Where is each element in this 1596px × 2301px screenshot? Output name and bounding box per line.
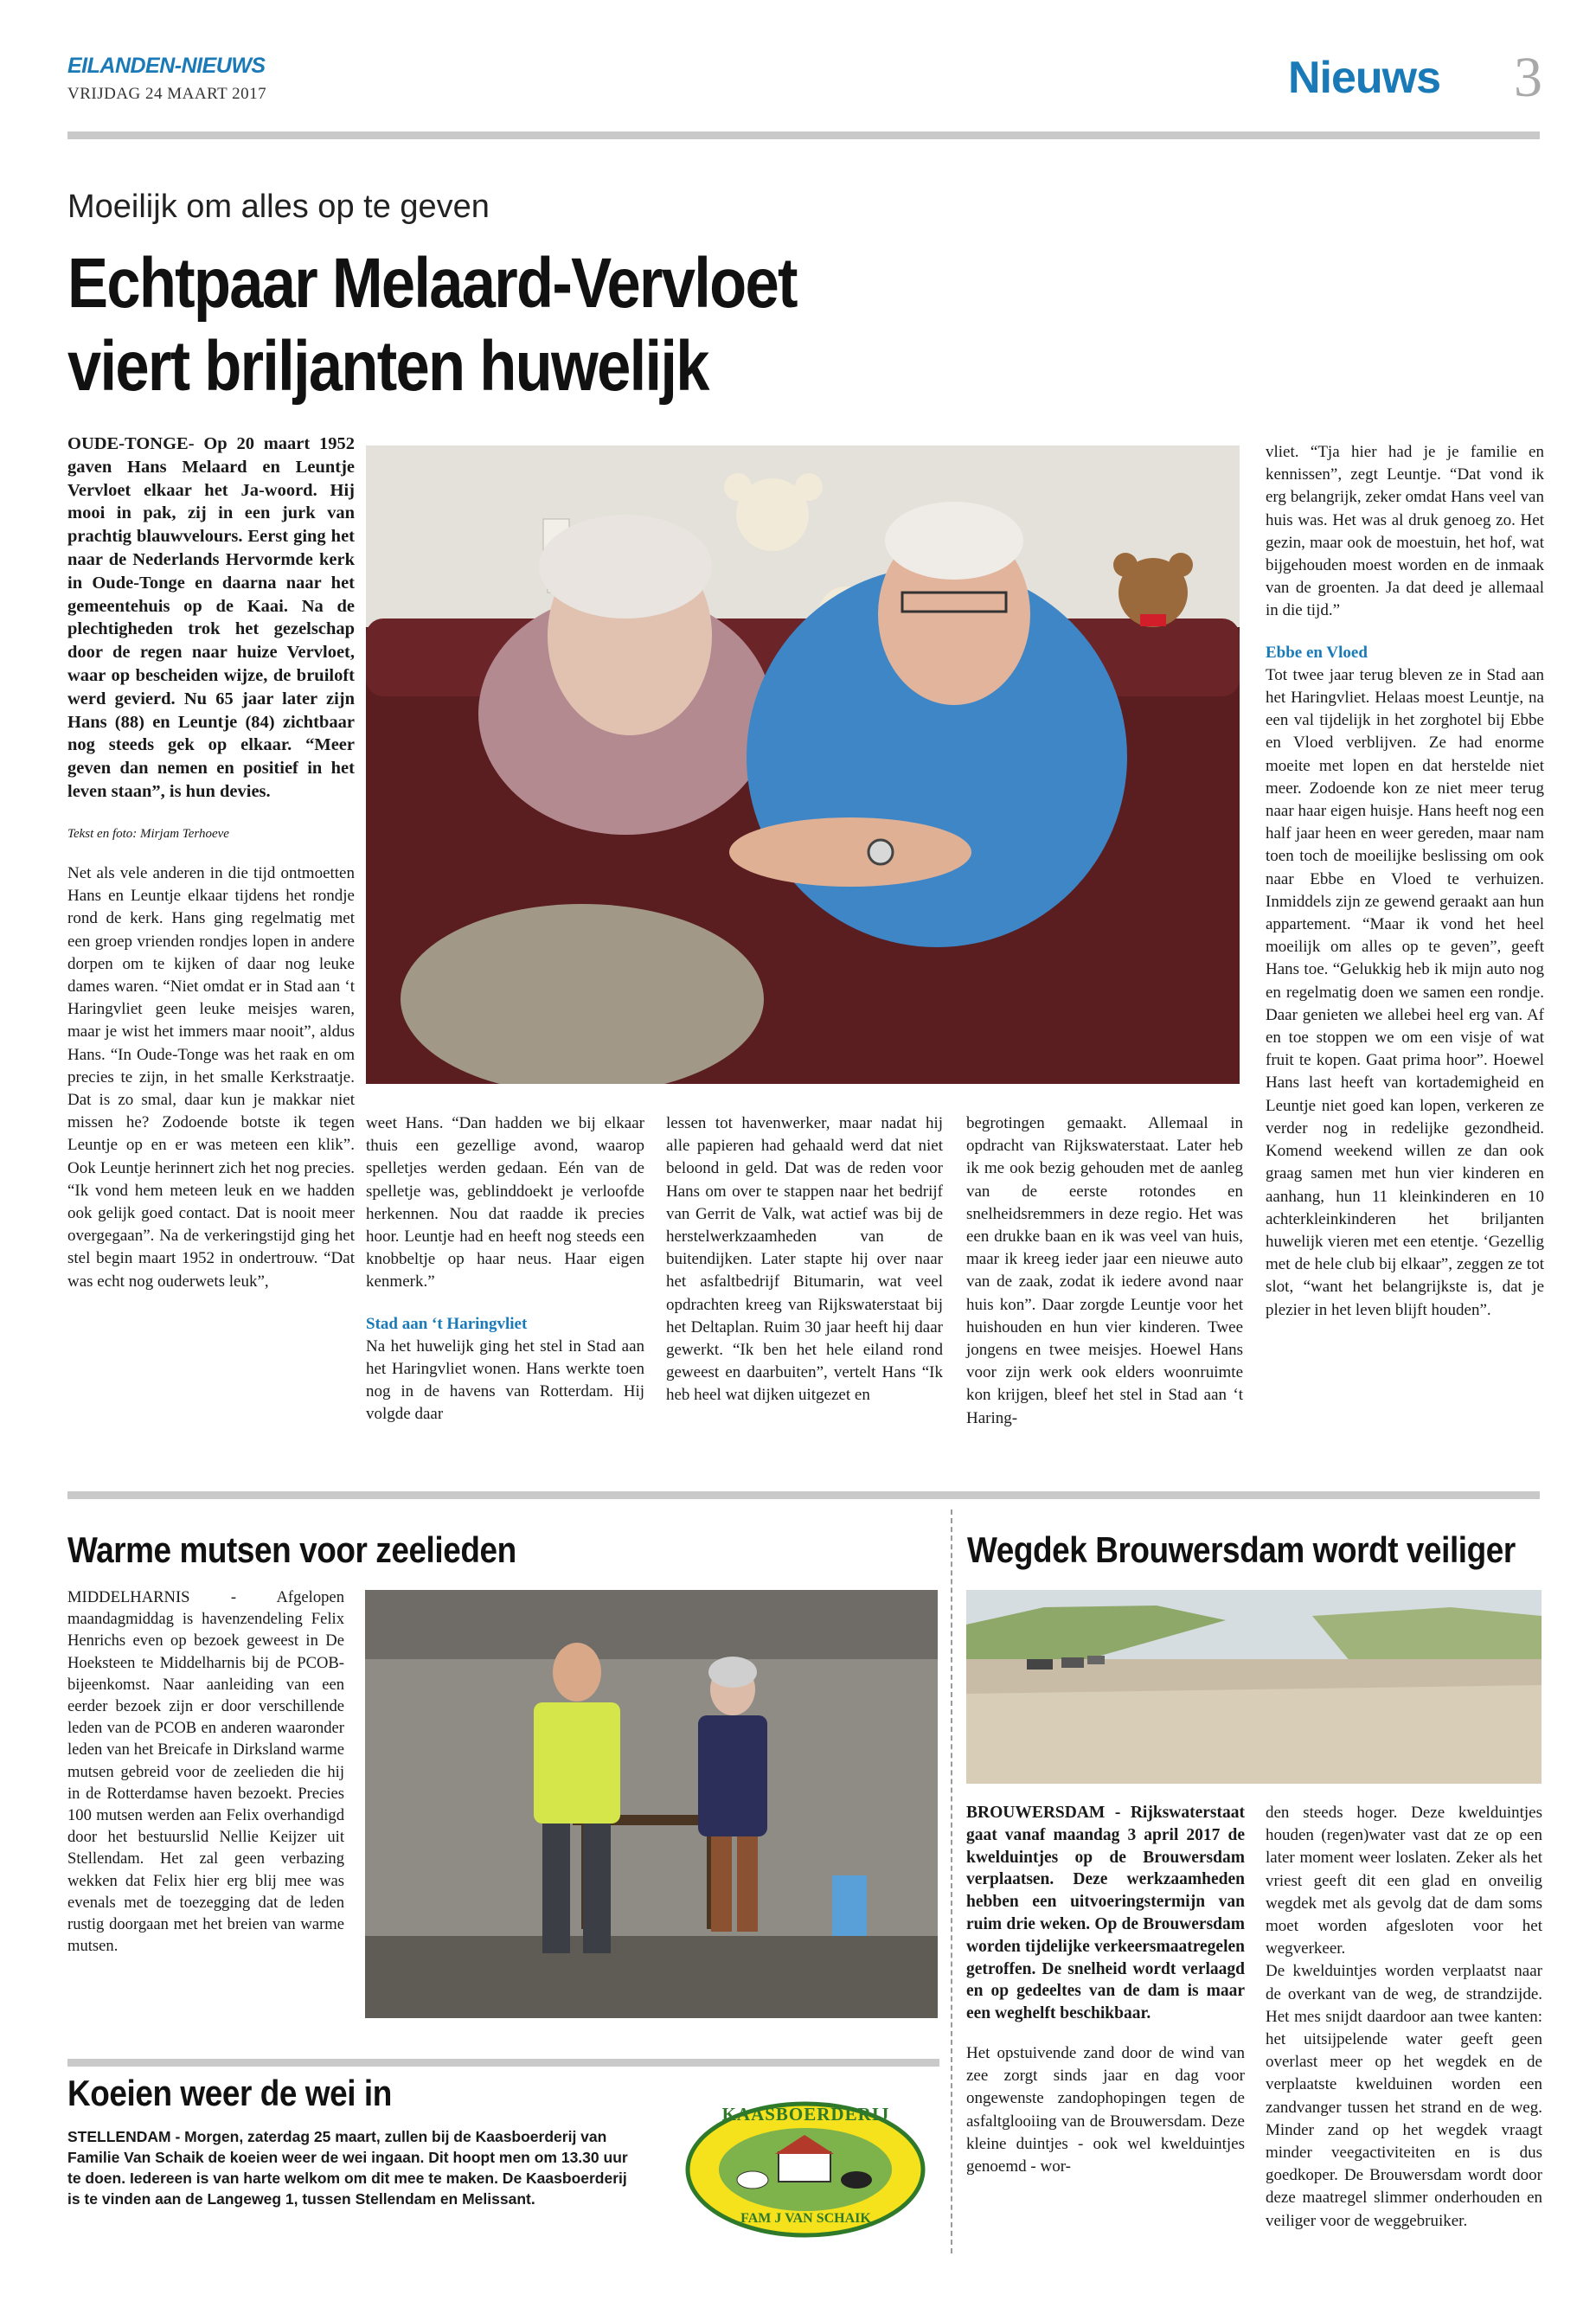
logo-text-bottom: FAM J VAN SCHAIK (740, 2211, 871, 2226)
article-kicker: Moeilijk om alles op te geven (67, 189, 490, 225)
article-column-3 (666, 1112, 943, 1407)
article-column-4 (966, 1112, 1243, 1430)
issue-date: VRIJDAG 24 MAART 2017 (67, 85, 267, 103)
article-headline (67, 242, 886, 408)
page-number: 3 (1514, 46, 1542, 109)
wegdek-intro: BROUWERSDAM - Rijkswaterstaat gaat vanaf maandag 3 april 2017 de kwelduintjes op de Brouwersdam verplaatsen. Deze werkzaamheden hebben een uitvoeringstermijn van ruim drie weken. Op de Brouwersdam worden tijdelijke verkeersmaatregelen getroffen. De snelheid wordt verlaagd en op gedeeltes van de dam is maar een weghelft beschikbaar. (966, 1804, 1245, 2023)
couple-photo-illustration (366, 445, 1240, 1084)
mutsen-photo-illustration (365, 1590, 938, 2018)
brouwersdam-photo (966, 1590, 1542, 1784)
mutsen-body: MIDDELHARNIS - Afgelopen maandagmiddag is havenzendeling Felix Henrichs even op bezoek geweest in De Hoeksteen te Middelharnis bij de PCOB-bijeenkomst. Naar aanleiding van een eerder bezoek zijn er door verschillende leden van de PCOB en anderen waaronder leden van het Breicafe in Dirksland warme mutsen gebreid voor de zeelieden die hij in de Rotterdamse haven bezoekt. Precies 100 mutsen werden aan Felix overhandigd door het bestuurslid Nellie Keijzer uit Stellendam. Het zal geen verbazing wekken dat Felix hier erg blij mee was evenals met de toezegging dat de leden rustig doorgaan met het breien van warme mutsen. (67, 1588, 344, 1956)
couple-photo (366, 445, 1240, 1084)
koeien-body: STELLENDAM - Morgen, zaterdag 25 maart, zullen bij de Kaasboerderij van Familie Van Schaik de koeien weer de wei ingaan. Dit hoopt men om 13.30 uur te doen. Iedereen is van harte welkom om dit mee te maken. De Kaasboerderij is te vinden aan de Langeweg 1, tussen Stellendam en Melissant. (67, 2128, 628, 2208)
mutsen-column (67, 1586, 344, 1957)
article-body-col5: vliet. “Tja hier had je je familie en kennissen”, zegt Leuntje. “Dat vond ik erg belangrijk, zeker omdat Hans veel van huis was. Het was al druk genoeg zo. Het gezin, maar ook de moestuin, het hof, wat bijgehouden moest worden en de inmaak van de groenten. Ja dat deed je allemaal in die tijd.” (1266, 443, 1544, 620)
wegdek-column-2 (1266, 1802, 1542, 2233)
article-intro: OUDE-TONGE- Op 20 maart 1952 gaven Hans Melaard en Leuntje Vervloet elkaar het Ja-woord. Hij mooi in pak, zij in een jurk van prachtig blauwvelours. Eerst ging het naar de Nederlands Hervormde kerk in Oude-Tonge en daarna naar het gemeentehuis op de Kaai. Na de plechtigheden trok het gezelschap door de regen naar huize Vervloet, waar op bescheiden wijze, de bruiloft werd gevierd. Nu 65 jaar later zijn Hans (88) en Leuntje (84) zichtbaar nog steeds gek op elkaar. “Meer geven dan nemen en positief in het leven staan”, is hun devies. (67, 434, 355, 801)
wegdek-headline: Wegdek Brouwersdam wordt veiliger (967, 1529, 1516, 1570)
wegdek-body-2: den steeds hoger. Deze kwelduintjes houden (regen)water vast dat ze op een later moment weer loslaten. Zeker als het vriest geeft dit een glad en onveilig wegdek met als gevolg dat de dam soms moet worden afgesloten voor het wegverkeer. (1266, 1804, 1542, 1958)
subhead-haringvliet: Stad aan ‘t Haringvliet (366, 1314, 528, 1333)
logo-text-top: KAASBOERDERIJ (721, 2104, 890, 2125)
column-divider-dashed (951, 1509, 952, 2253)
article-body-col5b: Tot twee jaar terug bleven ze in Stad aan het Haringvliet. Helaas moest Leuntje, na een val tijdelijk in het zorghotel bij Ebbe en Vloed verblijven. Ze had enorme moeite met lopen en dat herstelde niet meer. Zodoende kon ze niet meer terug naar haar eigen huisje. Hans heeft nog een half jaar heen en weer gereden, maar nam toen toch de moeilijke beslissing om ook naar Ebbe en Vloed te verhuizen. Inmiddels zijn ze gewend geraakt aan hun appartement. “Maar ik vond het heel moeilijk om alles op te geven”, geeft Hans toe. “Gelukkig heb ik mijn auto nog en regelmatig doen we samen een rondje. Daar genieten we allebei heel erg van. Af en toe stoppen we om een visje of wat fruit te kopen. Gaat prima hoor”. Hoewel Hans last heeft van kortademigheid en Leuntje niet goed kan lopen, verkeren ze verder nog in redelijke gezondheid. Komend weekend willen ze dan ook graag samen met hun vier kinderen en aanhang, hun 11 kleinkinderen en 10 achterkleinkinderen het briljanten huwelijk vieren met een etentje. ‘Gezellig met de hele club bij elkaar”, zeggen ze tot slot, “want het belangrijkste is, dat je plezier in het leven blijft houden”. (1266, 665, 1544, 1319)
article-column-2 (366, 1112, 644, 1426)
wegdek-body-1: Het opstuivende zand door de wind van zee zorgt sinds jaar en dag voor ongewenste zandophopingen tegen de asfaltglooiing van de Brouwersdam. Deze kleine duintjes - ook wel kwelduintjes genoemd - wor- (966, 2043, 1245, 2176)
header-rule (67, 131, 1540, 139)
section-divider (67, 1491, 1540, 1499)
section-title: Nieuws (1287, 53, 1440, 103)
subhead-ebbe-en-vloed: Ebbe en Vloed (1266, 643, 1368, 662)
brouwersdam-photo-illustration (966, 1590, 1542, 1784)
masthead-logo: EILANDEN-NIEUWS (67, 54, 266, 78)
article-body-col1: Net als vele anderen in die tijd ontmoetten Hans en Leuntje elkaar tijdens het rondje rond de kerk. Hans ging regelmatig met een groep vrienden rondjes lopen in andere dorpen om te kijken of daar nog leuke dames waren. “Niet omdat er in Stad aan ‘t Haringvliet geen leuke meisjes waren, maar je wist het immers maar nooit”, aldus Hans. “In Oude-Tonge was het raak en om precies te zijn, in het smalle Kerkstraatje. Dat is zo smal, daar kun je makkar niet missen he? Zodoende botste ik tegen Leuntje op en er was meteen een klik”. Ook Leuntje herinnert zich het nog precies. “Ik vond hem meteen leuk en we hadden ook gelijk goed contact. Dat is nooit meer overgegaan”. Na de verkeringstijd ging het stel begin maart 1952 in ondertrouw. “Dat was echt nog ouderwets leuk”, (67, 863, 355, 1291)
article-column-1 (67, 433, 355, 1293)
article-credit: Tekst en foto: Mirjam Terhoeve (67, 826, 229, 841)
article-body-col2b: Na het huwelijk ging het stel in Stad aan het Haringvliet wonen. Hans werkte toen nog in de havens van Rotterdam. Hij volgde daar (366, 1336, 644, 1424)
section-divider-2 (67, 2059, 939, 2067)
headline-line-1: Echtpaar Melaard-Vervloet (67, 244, 797, 323)
wegdek-body-3: De kwelduintjes worden verplaatst naar de overkant van de weg, de strandzijde. Het mes snijdt daardoor aan twee kanten: het uitsijpelende water geeft geen overlast meer op het wegdek en de verplaatste kwelduinen worden een zandvanger tussen het strand en de weg. Minder zand op het wegdek vraagt minder veegactiviteiten en is dus goedkoper. De Brouwersdam wordt door deze maatregel slimmer onderhouden en veiliger voor de weggebruiker. (1266, 1962, 1542, 2230)
article-column-5 (1266, 441, 1544, 1322)
article-body-col2: weet Hans. “Dan hadden we bij elkaar thuis een gezellige avond, waarop spelletjes werden gedaan. Eén van de spelletje was, geblinddoekt je verloofde herkennen. Nou dat raadde ik precies hoor. Leuntje had en heeft nog steeds een knobbeltje op haar neus. Haar eigen kenmerk.” (366, 1114, 644, 1292)
mutsen-headline: Warme mutsen voor zeelieden (67, 1529, 516, 1570)
kaasboerderij-logo (683, 2100, 928, 2239)
article-body-col3: lessen tot havenwerker, maar nadat hij alle papieren had gehaald werd dat niet beloond in geld. Dat was de reden voor Hans om over te stappen naar het bedrijf van Gerrit de Valk, wat actief was bij de herstelwerkzaamheden van de buitendijken. Later stapte hij over naar het asfaltbedrijf Bitumarin, wat veel opdrachten kreeg van Rijkswaterstaat bij het Deltaplan. Ruim 30 jaar heeft hij daar gewerkt. “Ik ben het hele eiland rond geweest en daarbuiten”, vertelt Hans “Ik heb heel wat dijken uitgezet en (666, 1114, 943, 1405)
koeien-headline: Koeien weer de wei in (67, 2073, 392, 2113)
mutsen-photo (365, 1590, 938, 2018)
article-body-col4: begrotingen gemaakt. Allemaal in opdracht van Rijkswaterstaat. Later heb ik me ook bezig gehouden met de aanleg van de eerste rotondes en snelheidsremmers in deze regio. Het was een drukke baan en ik was veel van huis, maar ik kreeg ieder jaar een nieuwe auto van de zaak, zodat ik iedere avond naar huis kon”. Daar zorgde Leuntje voor het huishouden en hun vier kinderen. Twee jongens en twee meisjes. Hoewel Hans voor zijn werk ook elders woonruimte kon krijgen, bleef het stel in Stad aan ‘t Haring- (966, 1114, 1243, 1427)
wegdek-column-1 (966, 1802, 1245, 2178)
headline-line-2: viert briljanten huwelijk (67, 327, 708, 406)
